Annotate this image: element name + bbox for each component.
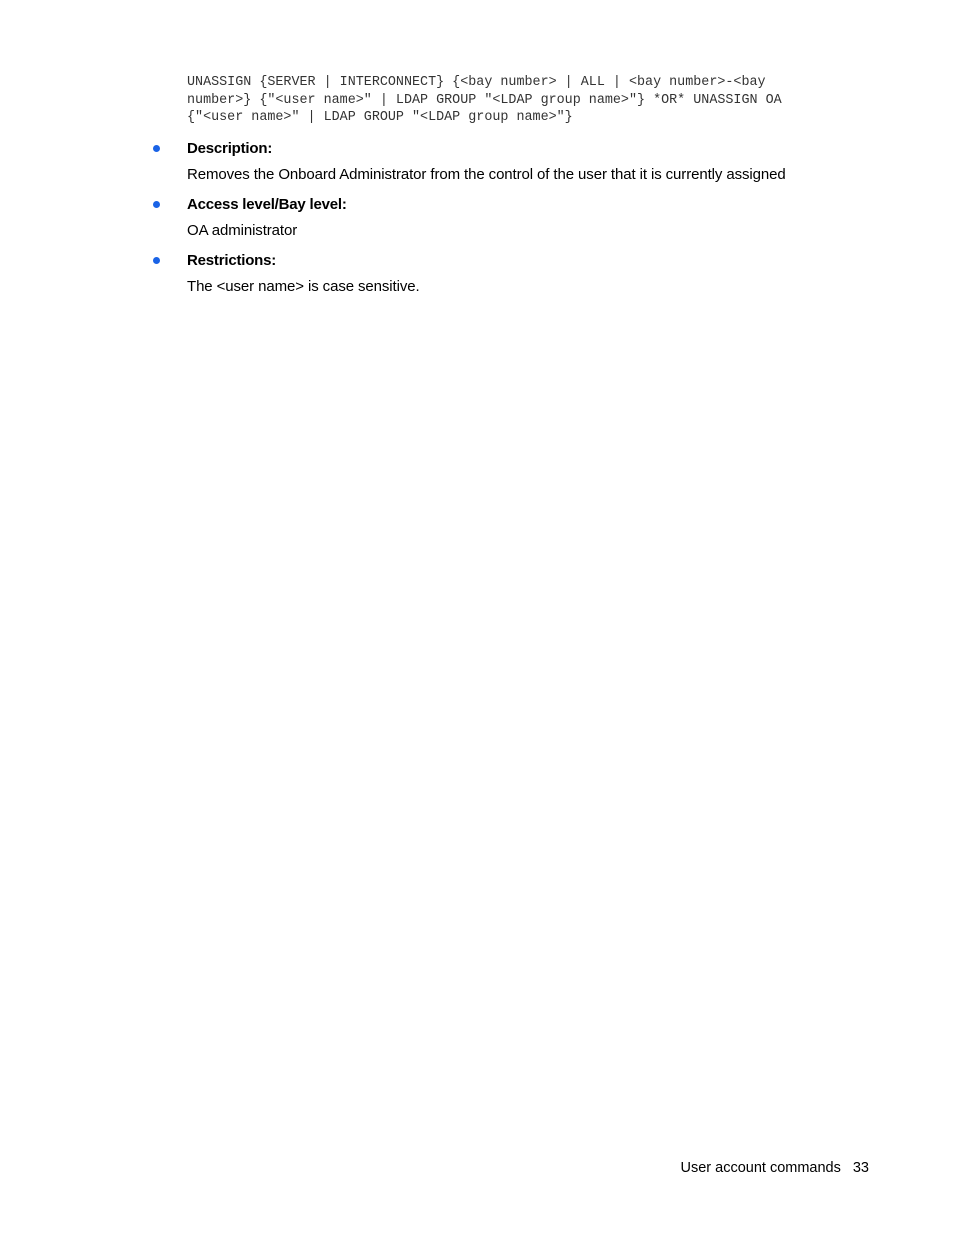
page-footer [680, 1159, 869, 1177]
section-body: OA administrator [187, 222, 298, 239]
section-body: Removes the Onboard Administrator from the control of the user that it is currently assigned [187, 166, 786, 183]
syntax-line-1: UNASSIGN {SERVER | INTERCONNECT} {<bay number> | ALL | <bay number>-<bay [187, 75, 766, 90]
syntax-line-3: {"<user name>" | LDAP GROUP "<LDAP group name>"} [187, 110, 573, 125]
command-syntax [187, 74, 887, 127]
bullet-icon [153, 257, 160, 264]
bullet-icon [153, 201, 160, 208]
bullet-icon [153, 145, 160, 152]
section-heading: Description: [187, 140, 273, 157]
page-number: 33 [852, 1160, 869, 1176]
footer-section-title: User account commands [680, 1160, 841, 1176]
syntax-line-2: number>} {"<user name>" | LDAP GROUP "<LDAP group name>"} *OR* UNASSIGN OA [187, 92, 782, 108]
section-heading: Access level/Bay level: [187, 196, 347, 213]
section-body: The <user name> is case sensitive. [187, 278, 420, 295]
section-heading: Restrictions: [187, 252, 277, 269]
